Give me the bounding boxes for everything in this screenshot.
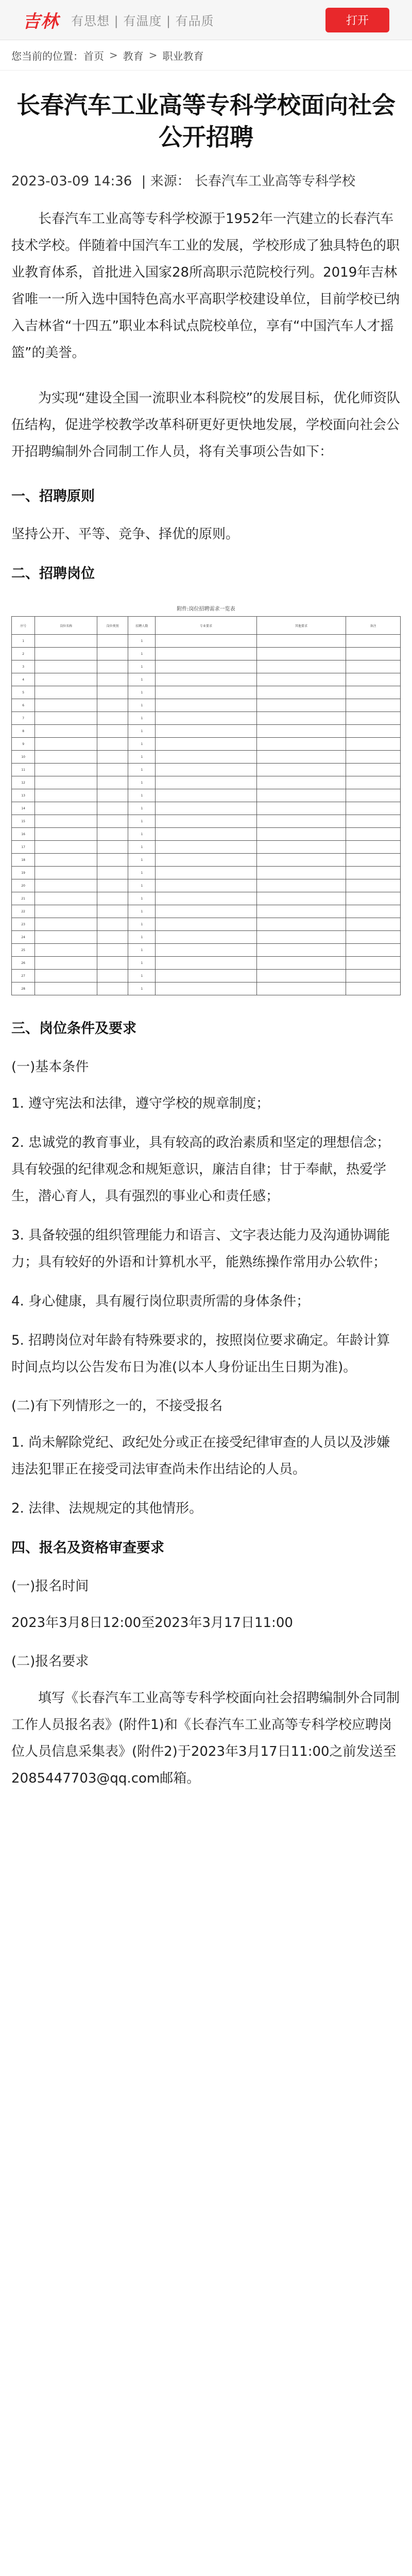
table-cell <box>35 802 97 815</box>
table-cell <box>97 764 128 776</box>
table-cell <box>156 957 256 970</box>
table-cell: 13 <box>12 789 35 802</box>
table-cell <box>35 905 97 918</box>
table-cell: 25 <box>12 944 35 957</box>
bottom-spacer <box>11 1810 401 1852</box>
table-cell <box>256 751 346 764</box>
table-cell: 24 <box>12 931 35 944</box>
column-header: 备注 <box>346 617 401 635</box>
table-cell <box>256 982 346 995</box>
table-cell <box>256 879 346 892</box>
table-cell <box>35 738 97 751</box>
table-cell: 1 <box>128 738 156 751</box>
table-cell <box>346 802 401 815</box>
table-cell <box>256 970 346 982</box>
table-cell <box>156 699 256 712</box>
table-cell <box>35 970 97 982</box>
table-cell <box>97 673 128 686</box>
table-cell <box>97 635 128 648</box>
condition-item-5: 5. 招聘岗位对年龄有特殊要求的，按照岗位要求确定。年龄计算时间点均以公告发布日为准(以本人身份证出生日期为准)。 <box>11 1333 390 1375</box>
table-cell <box>346 764 401 776</box>
table-cell <box>156 841 256 854</box>
table-cell: 9 <box>12 738 35 751</box>
table-cell <box>256 776 346 789</box>
condition-item-2: 2. 忠诚党的教育事业，具有较高的政治素质和坚定的理想信念；具有较强的纪律观念和规矩意识，廉洁自律；甘于奉献，热爱学生，潜心育人，具有强烈的事业心和责任感； <box>11 1135 390 1204</box>
table-cell <box>97 892 128 905</box>
section-4-sub-2: (二)报名要求 <box>11 1654 89 1669</box>
condition-item-3: 3. 具备较强的组织管理能力和语言、文字表达能力及沟通协调能力；具有较好的外语和计算机水平，能熟练操作常用办公软件； <box>11 1228 390 1270</box>
section-2-title: 二、招聘岗位 <box>11 566 95 582</box>
breadcrumb-vocational[interactable]: 职业教育 <box>162 49 204 62</box>
table-cell: 10 <box>12 751 35 764</box>
table-cell <box>256 815 346 828</box>
table-cell <box>156 738 256 751</box>
table-cell: 17 <box>12 841 35 854</box>
table-cell <box>346 931 401 944</box>
table-cell <box>256 660 346 673</box>
table-cell <box>35 660 97 673</box>
table-cell: 1 <box>128 660 156 673</box>
table-cell <box>346 944 401 957</box>
table-cell <box>156 802 256 815</box>
intro-paragraph-2: 为实现“建设全国一流职业本科院校”的发展目标，优化师资队伍结构，促进学校教学改革科研更好更快地发展，学校面向社会公开招聘编制外合同制工作人员，将有关事项公告如下： <box>11 391 400 460</box>
table-cell <box>35 751 97 764</box>
breadcrumb-education[interactable]: 教育 <box>123 49 144 62</box>
table-cell: 18 <box>12 854 35 867</box>
table-cell <box>35 944 97 957</box>
table-cell: 1 <box>128 828 156 841</box>
table-cell: 1 <box>128 751 156 764</box>
table-cell <box>256 648 346 660</box>
table-cell: 4 <box>12 673 35 686</box>
table-cell <box>156 879 256 892</box>
table-cell <box>97 957 128 970</box>
table-row <box>12 970 401 982</box>
article-title: 长春汽车工业高等专科学校面向社会公开招聘 <box>16 91 396 151</box>
table-cell: 21 <box>12 892 35 905</box>
table-row <box>12 957 401 970</box>
table-cell: 1 <box>128 673 156 686</box>
table-cell <box>97 648 128 660</box>
table-cell <box>346 673 401 686</box>
article-source: | 来源： 长春汽车工业高等专科学校 <box>141 174 355 189</box>
table-cell: 28 <box>12 982 35 995</box>
table-cell <box>35 867 97 879</box>
table-cell <box>156 673 256 686</box>
table-cell <box>156 660 256 673</box>
table-cell: 1 <box>128 686 156 699</box>
table-cell <box>346 879 401 892</box>
table-cell: 8 <box>12 725 35 738</box>
column-header: 岗位名称 <box>35 617 97 635</box>
table-cell <box>97 854 128 867</box>
table-cell <box>346 712 401 725</box>
table-cell <box>35 879 97 892</box>
table-cell <box>346 776 401 789</box>
table-cell <box>156 918 256 931</box>
table-row <box>12 892 401 905</box>
table-cell: 20 <box>12 879 35 892</box>
table-cell <box>156 764 256 776</box>
table-cell <box>35 699 97 712</box>
table-row <box>12 751 401 764</box>
column-header: 招聘人数 <box>128 617 156 635</box>
table-row <box>12 686 401 699</box>
table-cell <box>346 892 401 905</box>
table-cell: 1 <box>128 815 156 828</box>
table-cell <box>156 982 256 995</box>
table-row <box>12 712 401 725</box>
table-cell <box>35 648 97 660</box>
table-cell <box>256 905 346 918</box>
table-cell: 12 <box>12 776 35 789</box>
registration-requirements: 填写《长春汽车工业高等专科学校面向社会招聘编制外合同制工作人员报名表》(附件1)和《长春汽车工业高等专科学校应聘岗位人员信息采集表》(附件2)于2023年3月17日11:00之前发送至2085447703@qq.com邮箱。 <box>11 1690 400 1786</box>
table-cell <box>346 918 401 931</box>
table-row <box>12 802 401 815</box>
section-3-sub-2: (二)有下列情形之一的，不接受报名 <box>11 1398 223 1414</box>
breadcrumb-prefix: 您当前的位置： <box>11 49 83 62</box>
table-cell <box>256 712 346 725</box>
table-cell <box>256 699 346 712</box>
table-cell <box>35 635 97 648</box>
table-cell: 1 <box>128 905 156 918</box>
intro-paragraph-1: 长春汽车工业高等专科学校源于1952年一汽建立的长春汽车技术学校。伴随着中国汽车工业的发展，学校形成了独具特色的职业教育体系，首批进入国家28所高职示范院校行列。2019年吉林省唯一一所入选中国特色高水平高职学校建设单位，目前学校已纳入吉林省“十四五”职业本科试点院校单位，享有“中国汽车人才摇篮”的美誉。 <box>11 211 400 361</box>
table-row <box>12 738 401 751</box>
table-cell <box>156 789 256 802</box>
table-cell <box>256 867 346 879</box>
table-cell: 1 <box>128 699 156 712</box>
jobs-table-caption: 附件:岗位招聘需求一览表 <box>177 606 235 612</box>
table-cell <box>97 828 128 841</box>
table-cell <box>35 776 97 789</box>
table-cell: 1 <box>128 879 156 892</box>
table-cell: 1 <box>128 764 156 776</box>
table-cell <box>35 712 97 725</box>
table-cell <box>346 905 401 918</box>
table-cell: 19 <box>12 867 35 879</box>
breadcrumb-separator: > <box>109 49 118 61</box>
table-row <box>12 918 401 931</box>
exclusion-item-1: 1. 尚未解除党纪、政纪处分或正在接受纪律审查的人员以及涉嫌违法犯罪正在接受司法审查尚未作出结论的人员。 <box>11 1435 390 1477</box>
table-cell <box>156 828 256 841</box>
column-header: 其他要求 <box>256 617 346 635</box>
table-row <box>12 764 401 776</box>
table-cell <box>97 905 128 918</box>
table-row <box>12 725 401 738</box>
table-cell: 1 <box>128 918 156 931</box>
table-cell <box>256 725 346 738</box>
table-cell <box>97 815 128 828</box>
table-cell <box>156 867 256 879</box>
table-cell <box>346 815 401 828</box>
table-row <box>12 841 401 854</box>
table-cell <box>97 944 128 957</box>
table-cell <box>156 776 256 789</box>
section-3-title: 三、岗位条件及要求 <box>11 1021 136 1037</box>
table-cell <box>35 957 97 970</box>
table-cell <box>35 673 97 686</box>
jobs-table <box>11 602 401 995</box>
table-cell: 1 <box>128 867 156 879</box>
table-cell <box>346 699 401 712</box>
table-row <box>12 660 401 673</box>
table-cell <box>97 982 128 995</box>
table-cell <box>156 970 256 982</box>
table-cell: 1 <box>128 854 156 867</box>
table-row <box>12 635 401 648</box>
table-cell: 16 <box>12 828 35 841</box>
table-cell <box>35 892 97 905</box>
table-cell: 15 <box>12 815 35 828</box>
table-cell <box>256 957 346 970</box>
table-cell <box>35 982 97 995</box>
table-cell: 6 <box>12 699 35 712</box>
table-cell: 1 <box>12 635 35 648</box>
table-cell <box>35 854 97 867</box>
table-row <box>12 673 401 686</box>
table-cell <box>256 944 346 957</box>
section-3-sub-1: (一)基本条件 <box>11 1059 89 1075</box>
article-date: 2023-03-09 14:36 <box>11 174 132 189</box>
table-cell: 1 <box>128 635 156 648</box>
registration-time: 2023年3月8日12:00至2023年3月17日11:00 <box>11 1615 293 1631</box>
table-cell <box>35 918 97 931</box>
table-cell <box>256 931 346 944</box>
condition-item-4: 4. 身心健康，具有履行岗位职责所需的身体条件； <box>11 1294 310 1309</box>
table-cell <box>256 789 346 802</box>
jobs-table-header <box>12 617 401 635</box>
table-row <box>12 867 401 879</box>
exclusion-item-2: 2. 法律、法规规定的其他情形。 <box>11 1501 203 1516</box>
table-cell: 11 <box>12 764 35 776</box>
table-cell <box>156 635 256 648</box>
table-cell: 14 <box>12 802 35 815</box>
table-row <box>12 879 401 892</box>
table-cell <box>256 686 346 699</box>
table-cell <box>97 751 128 764</box>
breadcrumb <box>0 40 412 71</box>
table-cell: 2 <box>12 648 35 660</box>
table-cell <box>97 841 128 854</box>
table-cell <box>346 854 401 867</box>
table-row <box>12 789 401 802</box>
table-row <box>12 776 401 789</box>
table-cell <box>97 867 128 879</box>
table-cell <box>156 648 256 660</box>
table-cell <box>346 660 401 673</box>
table-cell <box>156 944 256 957</box>
column-header: 专业要求 <box>156 617 256 635</box>
table-cell <box>97 802 128 815</box>
table-cell <box>256 918 346 931</box>
table-cell: 26 <box>12 957 35 970</box>
table-row <box>12 905 401 918</box>
table-cell: 1 <box>128 712 156 725</box>
table-cell: 7 <box>12 712 35 725</box>
site-logo[interactable]: 吉林 <box>23 11 59 32</box>
table-cell <box>97 918 128 931</box>
table-cell <box>346 828 401 841</box>
table-cell <box>35 841 97 854</box>
table-cell <box>346 841 401 854</box>
table-cell <box>35 725 97 738</box>
table-cell <box>97 686 128 699</box>
table-cell <box>346 725 401 738</box>
table-cell: 1 <box>128 944 156 957</box>
table-cell <box>346 957 401 970</box>
table-cell: 1 <box>128 725 156 738</box>
table-cell <box>156 712 256 725</box>
table-cell: 1 <box>128 776 156 789</box>
table-cell <box>256 802 346 815</box>
site-slogan: 有思想 | 有温度 | 有品质 <box>71 14 214 28</box>
table-cell <box>346 635 401 648</box>
table-cell: 1 <box>128 802 156 815</box>
table-cell <box>97 931 128 944</box>
table-cell <box>97 725 128 738</box>
table-cell <box>97 712 128 725</box>
table-cell <box>35 815 97 828</box>
table-row <box>12 944 401 957</box>
table-cell <box>346 789 401 802</box>
table-row <box>12 931 401 944</box>
table-row <box>12 815 401 828</box>
table-row <box>12 699 401 712</box>
table-row <box>12 828 401 841</box>
table-cell <box>256 673 346 686</box>
table-cell: 3 <box>12 660 35 673</box>
table-cell <box>346 751 401 764</box>
table-cell: 27 <box>12 970 35 982</box>
table-cell <box>35 931 97 944</box>
table-cell <box>97 738 128 751</box>
table-cell <box>346 686 401 699</box>
article-body <box>0 89 412 1852</box>
breadcrumb-home[interactable]: 首页 <box>83 49 104 62</box>
table-cell <box>346 867 401 879</box>
table-cell: 22 <box>12 905 35 918</box>
table-cell <box>256 841 346 854</box>
table-cell: 1 <box>128 982 156 995</box>
column-header: 岗位类别 <box>97 617 128 635</box>
table-cell: 5 <box>12 686 35 699</box>
table-cell <box>156 905 256 918</box>
table-cell: 23 <box>12 918 35 931</box>
section-4-sub-1: (一)报名时间 <box>11 1579 89 1594</box>
table-cell <box>156 686 256 699</box>
table-cell <box>346 970 401 982</box>
column-header: 序号 <box>12 617 35 635</box>
table-row <box>12 982 401 995</box>
table-cell <box>156 931 256 944</box>
table-cell: 1 <box>128 957 156 970</box>
table-cell <box>156 725 256 738</box>
table-cell <box>97 776 128 789</box>
table-cell <box>97 660 128 673</box>
table-cell <box>256 764 346 776</box>
table-cell <box>35 789 97 802</box>
table-cell <box>346 982 401 995</box>
article-meta <box>11 168 401 194</box>
table-cell <box>156 815 256 828</box>
jobs-table-body <box>12 635 401 995</box>
table-cell <box>256 828 346 841</box>
table-row <box>12 854 401 867</box>
table-cell <box>97 699 128 712</box>
table-cell: 1 <box>128 789 156 802</box>
table-cell <box>97 789 128 802</box>
table-row <box>12 648 401 660</box>
table-cell: 1 <box>128 892 156 905</box>
section-1-title: 一、招聘原则 <box>11 488 95 504</box>
table-cell <box>97 879 128 892</box>
table-cell <box>256 892 346 905</box>
table-cell <box>35 686 97 699</box>
table-cell: 1 <box>128 841 156 854</box>
table-cell: 1 <box>128 970 156 982</box>
open-app-button[interactable]: 打开 <box>325 8 389 32</box>
table-cell <box>256 854 346 867</box>
table-cell <box>156 751 256 764</box>
section-4-title: 四、报名及资格审查要求 <box>11 1540 164 1556</box>
table-cell <box>35 828 97 841</box>
table-cell: 1 <box>128 931 156 944</box>
table-cell <box>256 738 346 751</box>
table-cell <box>156 892 256 905</box>
condition-item-1: 1. 遵守宪法和法律，遵守学校的规章制度； <box>11 1096 270 1111</box>
table-cell: 1 <box>128 648 156 660</box>
section-1-text: 坚持公开、平等、竞争、择优的原则。 <box>11 527 239 542</box>
table-cell <box>346 738 401 751</box>
table-cell <box>256 635 346 648</box>
top-bar <box>0 0 412 40</box>
table-cell <box>35 764 97 776</box>
table-cell <box>346 648 401 660</box>
jobs-table-image[interactable] <box>11 602 401 995</box>
table-cell <box>97 970 128 982</box>
table-cell <box>156 854 256 867</box>
breadcrumb-separator: > <box>148 49 158 61</box>
